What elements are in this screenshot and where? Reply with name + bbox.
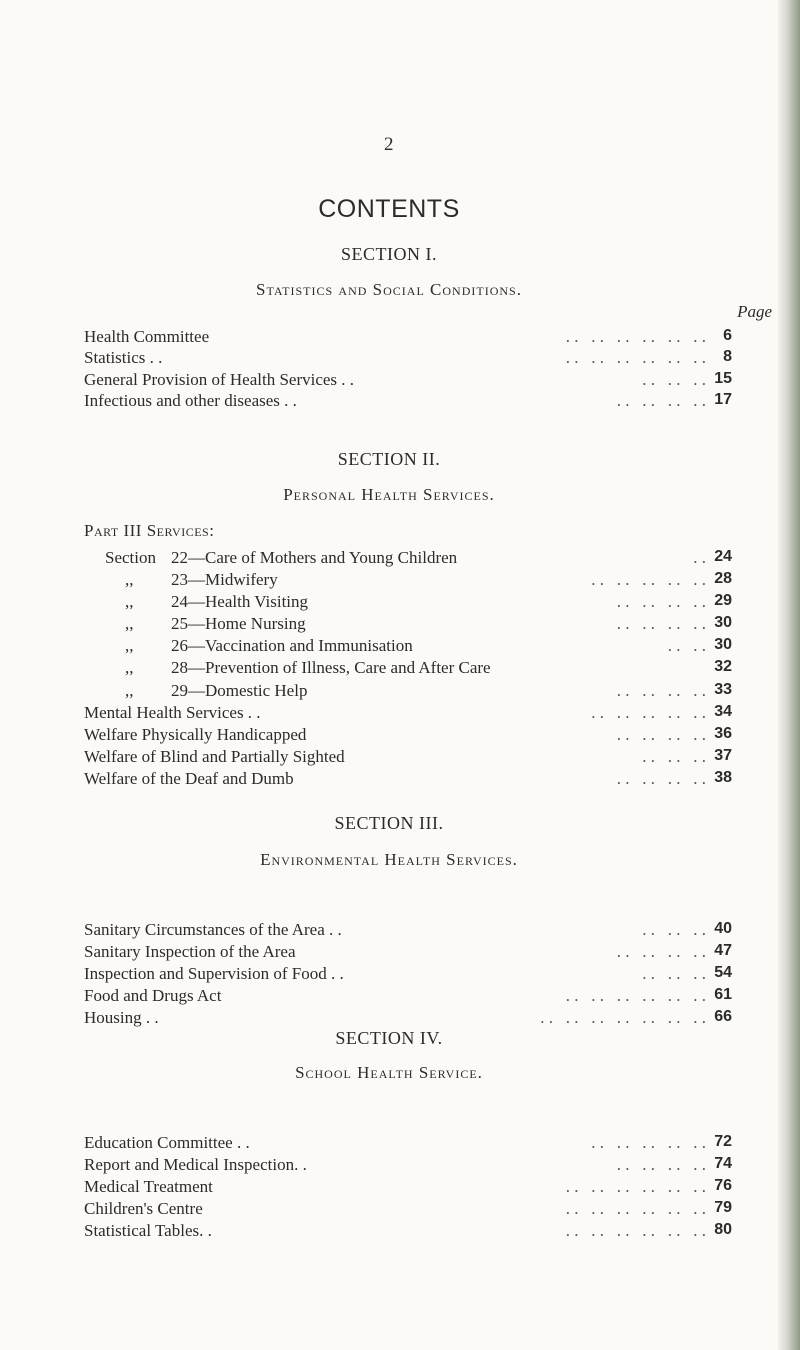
entry-label: Mental Health Services . .	[84, 703, 261, 722]
section-4-subheading: School Health Service.	[295, 1063, 483, 1082]
part-3-heading: Part III Services:	[84, 521, 215, 540]
entry-label: 28—Prevention of Illness, Care and After Care	[171, 658, 491, 677]
entry-prefix: ,,	[125, 681, 134, 700]
entry-page-number: 79	[714, 1199, 732, 1216]
entry-prefix: ,,	[125, 570, 134, 589]
entry-label: Report and Medical Inspection. .	[84, 1155, 307, 1174]
entry-leader-dots: . . . . . . . . . .	[591, 1133, 706, 1152]
entry-label: 23—Midwifery	[171, 570, 278, 589]
section-3-subheading: Environmental Health Services.	[260, 850, 518, 869]
entry-leader-dots: . . . . . . . .	[616, 391, 706, 410]
entry-prefix: ,,	[125, 636, 134, 655]
entry-leader-dots: . . . . . . . .	[616, 725, 706, 744]
entry-page-number: 34	[714, 703, 732, 720]
entry-page-number: 8	[723, 348, 732, 365]
entry-label: Welfare of Blind and Partially Sighted	[84, 747, 345, 766]
entry-leader-dots: . . . . . . . .	[616, 592, 706, 611]
entry-prefix: ,,	[125, 592, 134, 611]
entry-label: 25—Home Nursing	[171, 614, 306, 633]
contents-entry	[0, 1221, 740, 1242]
entry-label: Statistical Tables. .	[84, 1221, 212, 1240]
entry-leader-dots: . . . . . . . .	[616, 614, 706, 633]
entry-page-number: 40	[714, 920, 732, 937]
entry-label: 26—Vaccination and Immunisation	[171, 636, 413, 655]
contents-entry	[0, 1133, 740, 1154]
entry-leader-dots: . . . . . .	[642, 370, 706, 389]
entry-prefix: ,,	[125, 658, 134, 677]
contents-entry	[0, 1199, 740, 1220]
entry-leader-dots: . . . . . . . .	[616, 681, 706, 700]
contents-entry	[0, 1008, 740, 1029]
entry-leader-dots: . . . . . . . . . . . .	[565, 327, 706, 346]
entry-leader-dots: . . . . . . . . . . . .	[565, 986, 706, 1005]
section-3-heading: SECTION III.	[334, 813, 444, 833]
entry-leader-dots: . . . . . . . . . . . .	[565, 1199, 706, 1218]
contents-entry	[0, 725, 740, 746]
contents-entry	[0, 391, 740, 412]
entry-page-number: 6	[723, 327, 732, 344]
entry-leader-dots: . . . . . . . . . .	[591, 570, 706, 589]
entry-page-number: 37	[714, 747, 732, 764]
page-column-heading: Page	[737, 302, 772, 321]
entry-leader-dots: . .	[693, 548, 706, 567]
scanned-page-edge	[778, 0, 800, 1350]
entry-leader-dots: . . . . . . . . . . . .	[565, 1221, 706, 1240]
entry-page-number: 30	[714, 614, 732, 631]
entry-label: Infectious and other diseases . .	[84, 391, 297, 410]
entry-leader-dots: . . . . . . . . . . . .	[565, 1177, 706, 1196]
entry-leader-dots: . . . . . .	[642, 964, 706, 983]
contents-entry	[0, 986, 740, 1007]
entry-leader-dots: . . . . . .	[642, 747, 706, 766]
contents-entry	[0, 348, 740, 369]
contents-entry	[0, 327, 740, 348]
entry-leader-dots: . . . . . . . . . . . .	[565, 348, 706, 367]
entry-label: 29—Domestic Help	[171, 681, 308, 700]
contents-entry	[0, 769, 740, 790]
entry-page-number: 76	[714, 1177, 732, 1194]
entry-page-number: 38	[714, 769, 732, 786]
entry-label: Inspection and Supervision of Food . .	[84, 964, 344, 983]
entry-label: Health Committee	[84, 327, 210, 346]
contents-entry	[0, 592, 740, 613]
entry-page-number: 32	[714, 658, 732, 675]
entry-prefix: ,,	[125, 614, 134, 633]
entry-page-number: 74	[714, 1155, 732, 1172]
section-2-subheading: Personal Health Services.	[283, 485, 495, 504]
contents-entry	[0, 703, 740, 724]
page-number: 2	[384, 134, 394, 155]
entry-label: Housing . .	[84, 1008, 159, 1027]
contents-entry	[0, 920, 740, 941]
contents-entry	[0, 658, 740, 679]
entry-leader-dots: . . . . . . . .	[616, 1155, 706, 1174]
contents-entry	[0, 636, 740, 657]
entry-label: 22—Care of Mothers and Young Children	[171, 548, 458, 567]
entry-label: Statistics . .	[84, 348, 163, 367]
entry-label: General Provision of Health Services . .	[84, 370, 355, 389]
entry-leader-dots: . . . .	[667, 636, 706, 655]
contents-entry	[0, 370, 740, 391]
entry-page-number: 47	[714, 942, 732, 959]
entry-page-number: 36	[714, 725, 732, 742]
entry-leader-dots: . . . . . . . . . .	[591, 703, 706, 722]
entry-prefix: Section	[105, 548, 156, 567]
entry-label: 24—Health Visiting	[171, 592, 309, 611]
section-2-heading: SECTION II.	[337, 449, 441, 469]
contents-entry	[0, 942, 740, 963]
entry-label: Welfare Physically Handicapped	[84, 725, 307, 744]
contents-entry	[0, 681, 740, 702]
entry-label: Children's Centre	[84, 1199, 203, 1218]
contents-entry	[0, 747, 740, 768]
contents-entry	[0, 570, 740, 591]
entry-label: Medical Treatment	[84, 1177, 213, 1196]
entry-page-number: 29	[714, 592, 732, 609]
entry-label: Education Committee . .	[84, 1133, 250, 1152]
entry-page-number: 28	[714, 570, 732, 587]
contents-entry	[0, 1177, 740, 1198]
page-title: CONTENTS	[318, 195, 460, 223]
entry-page-number: 33	[714, 681, 732, 698]
entry-leader-dots: . . . . . .	[642, 920, 706, 939]
entry-page-number: 54	[714, 964, 732, 981]
entry-page-number: 80	[714, 1221, 732, 1238]
entry-label: Food and Drugs Act	[84, 986, 222, 1005]
entry-page-number: 66	[714, 1008, 732, 1025]
entry-label: Welfare of the Deaf and Dumb	[84, 769, 294, 788]
entry-page-number: 15	[714, 370, 732, 387]
entry-page-number: 61	[714, 986, 732, 1003]
entry-label: Sanitary Inspection of the Area	[84, 942, 296, 961]
entry-leader-dots: . . . . . . . .	[616, 769, 706, 788]
entry-label: Sanitary Circumstances of the Area . .	[84, 920, 342, 939]
entry-page-number: 72	[714, 1133, 732, 1150]
section-1-heading: SECTION I.	[341, 244, 437, 264]
contents-entry	[0, 964, 740, 985]
contents-entry	[0, 1155, 740, 1176]
section-1-subheading: Statistics and Social Conditions.	[256, 280, 522, 299]
entry-page-number: 24	[714, 548, 732, 565]
contents-entry	[0, 614, 740, 635]
entry-page-number: 30	[714, 636, 732, 653]
entry-leader-dots: . . . . . . . .	[616, 942, 706, 961]
entry-leader-dots: . . . . . . . . . . . . . .	[540, 1008, 706, 1027]
section-4-heading: SECTION IV.	[335, 1028, 443, 1048]
contents-entry	[0, 548, 740, 569]
entry-page-number: 17	[714, 391, 732, 408]
